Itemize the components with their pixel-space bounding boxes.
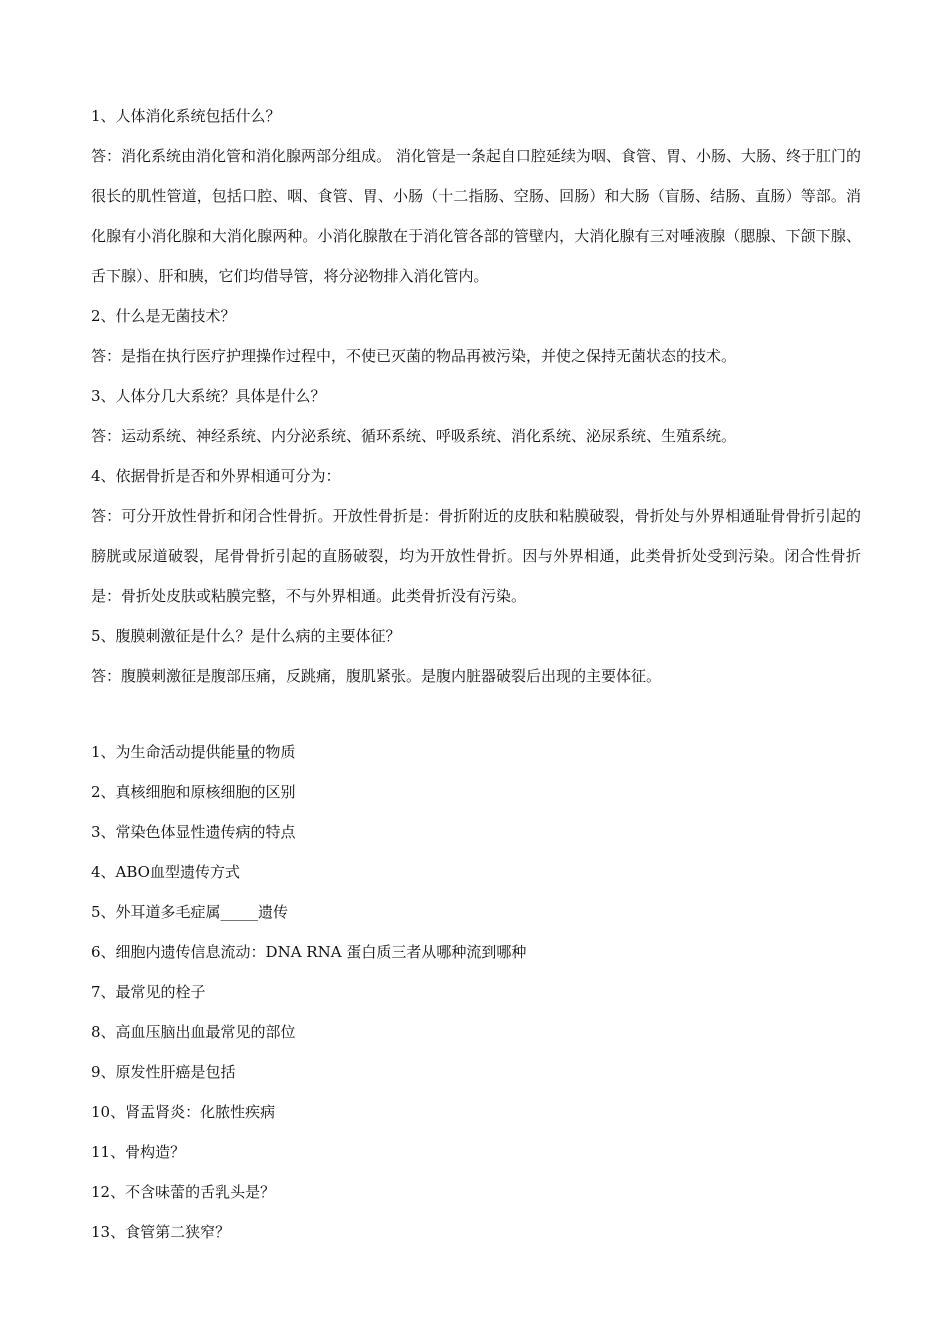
list-item: 3、常染色体显性遗传病的特点 [91,823,296,841]
list-item: 4、ABO血型遗传方式 [91,863,240,881]
list-item: 10、肾盂肾炎：化脓性疾病 [91,1103,276,1121]
answer-4: 答：可分开放性骨折和闭合性骨折。开放性骨折是：骨折附近的皮肤和粘膜破裂，骨折处与外界相通耻骨骨折引起的膀胱或尿道破裂，尾骨骨折引起的直肠破裂，均为开放性骨折。因与外界相通，此类骨折处受到污染。闭合性骨折是：骨折处皮肤或粘膜完整，不与外界相通。此类骨折没有污染。 [91,507,861,605]
answer-3: 答：运动系统、神经系统、内分泌系统、循环系统、呼吸系统、消化系统、泌尿系统、生殖系统。 [91,427,737,445]
list-item: 5、外耳道多毛症属_____遗传 [91,903,289,921]
question-1: 1、人体消化系统包括什么？ [91,107,281,125]
list-item: 8、高血压脑出血最常见的部位 [91,1023,296,1041]
list-item: 6、细胞内遗传信息流动：DNA RNA 蛋白质三者从哪种流到哪种 [91,943,527,961]
list-item: 7、最常见的栓子 [91,983,206,1001]
question-2: 2、什么是无菌技术？ [91,307,236,325]
list-item: 1、为生命活动提供能量的物质 [91,743,296,761]
answer-1: 答：消化系统由消化管和消化腺两部分组成。 消化管是一条起自口腔延续为咽、食管、胃、小肠、大肠、终于肛门的很长的肌性管道，包括口腔、咽、食管、胃、小肠（十二指肠、空肠、回肠）和大肠（盲肠、结肠、直肠）等部。消化腺有小消化腺和大消化腺两种。小消化腺散在于消化管各部的管壁内，大消化腺有三对唾液腺（腮腺、下颌下腺、舌下腺）、肝和胰，它们均借导管，将分泌物排入消化管内。 [91,147,861,285]
question-3: 3、人体分几大系统？具体是什么？ [91,387,326,405]
question-list [91,732,861,1252]
answer-5: 答：腹膜刺激征是腹部压痛，反跳痛，腹肌紧张。是腹内脏器破裂后出现的主要体征。 [91,667,662,685]
list-item: 13、食管第二狭窄？ [91,1223,231,1241]
list-item: 11、骨构造？ [91,1143,186,1161]
question-5: 5、腹膜刺激征是什么？是什么病的主要体征？ [91,627,401,645]
document-content [91,96,861,1252]
qa-section [91,96,861,696]
answer-2: 答：是指在执行医疗护理操作过程中，不使已灭菌的物品再被污染，并使之保持无菌状态的技术。 [91,347,737,365]
list-item: 9、原发性肝癌是包括 [91,1063,236,1081]
list-item: 12、不含味蕾的舌乳头是？ [91,1183,276,1201]
section-gap [91,696,861,732]
list-item: 2、真核细胞和原核细胞的区别 [91,783,296,801]
question-4: 4、依据骨折是否和外界相通可分为： [91,467,341,485]
